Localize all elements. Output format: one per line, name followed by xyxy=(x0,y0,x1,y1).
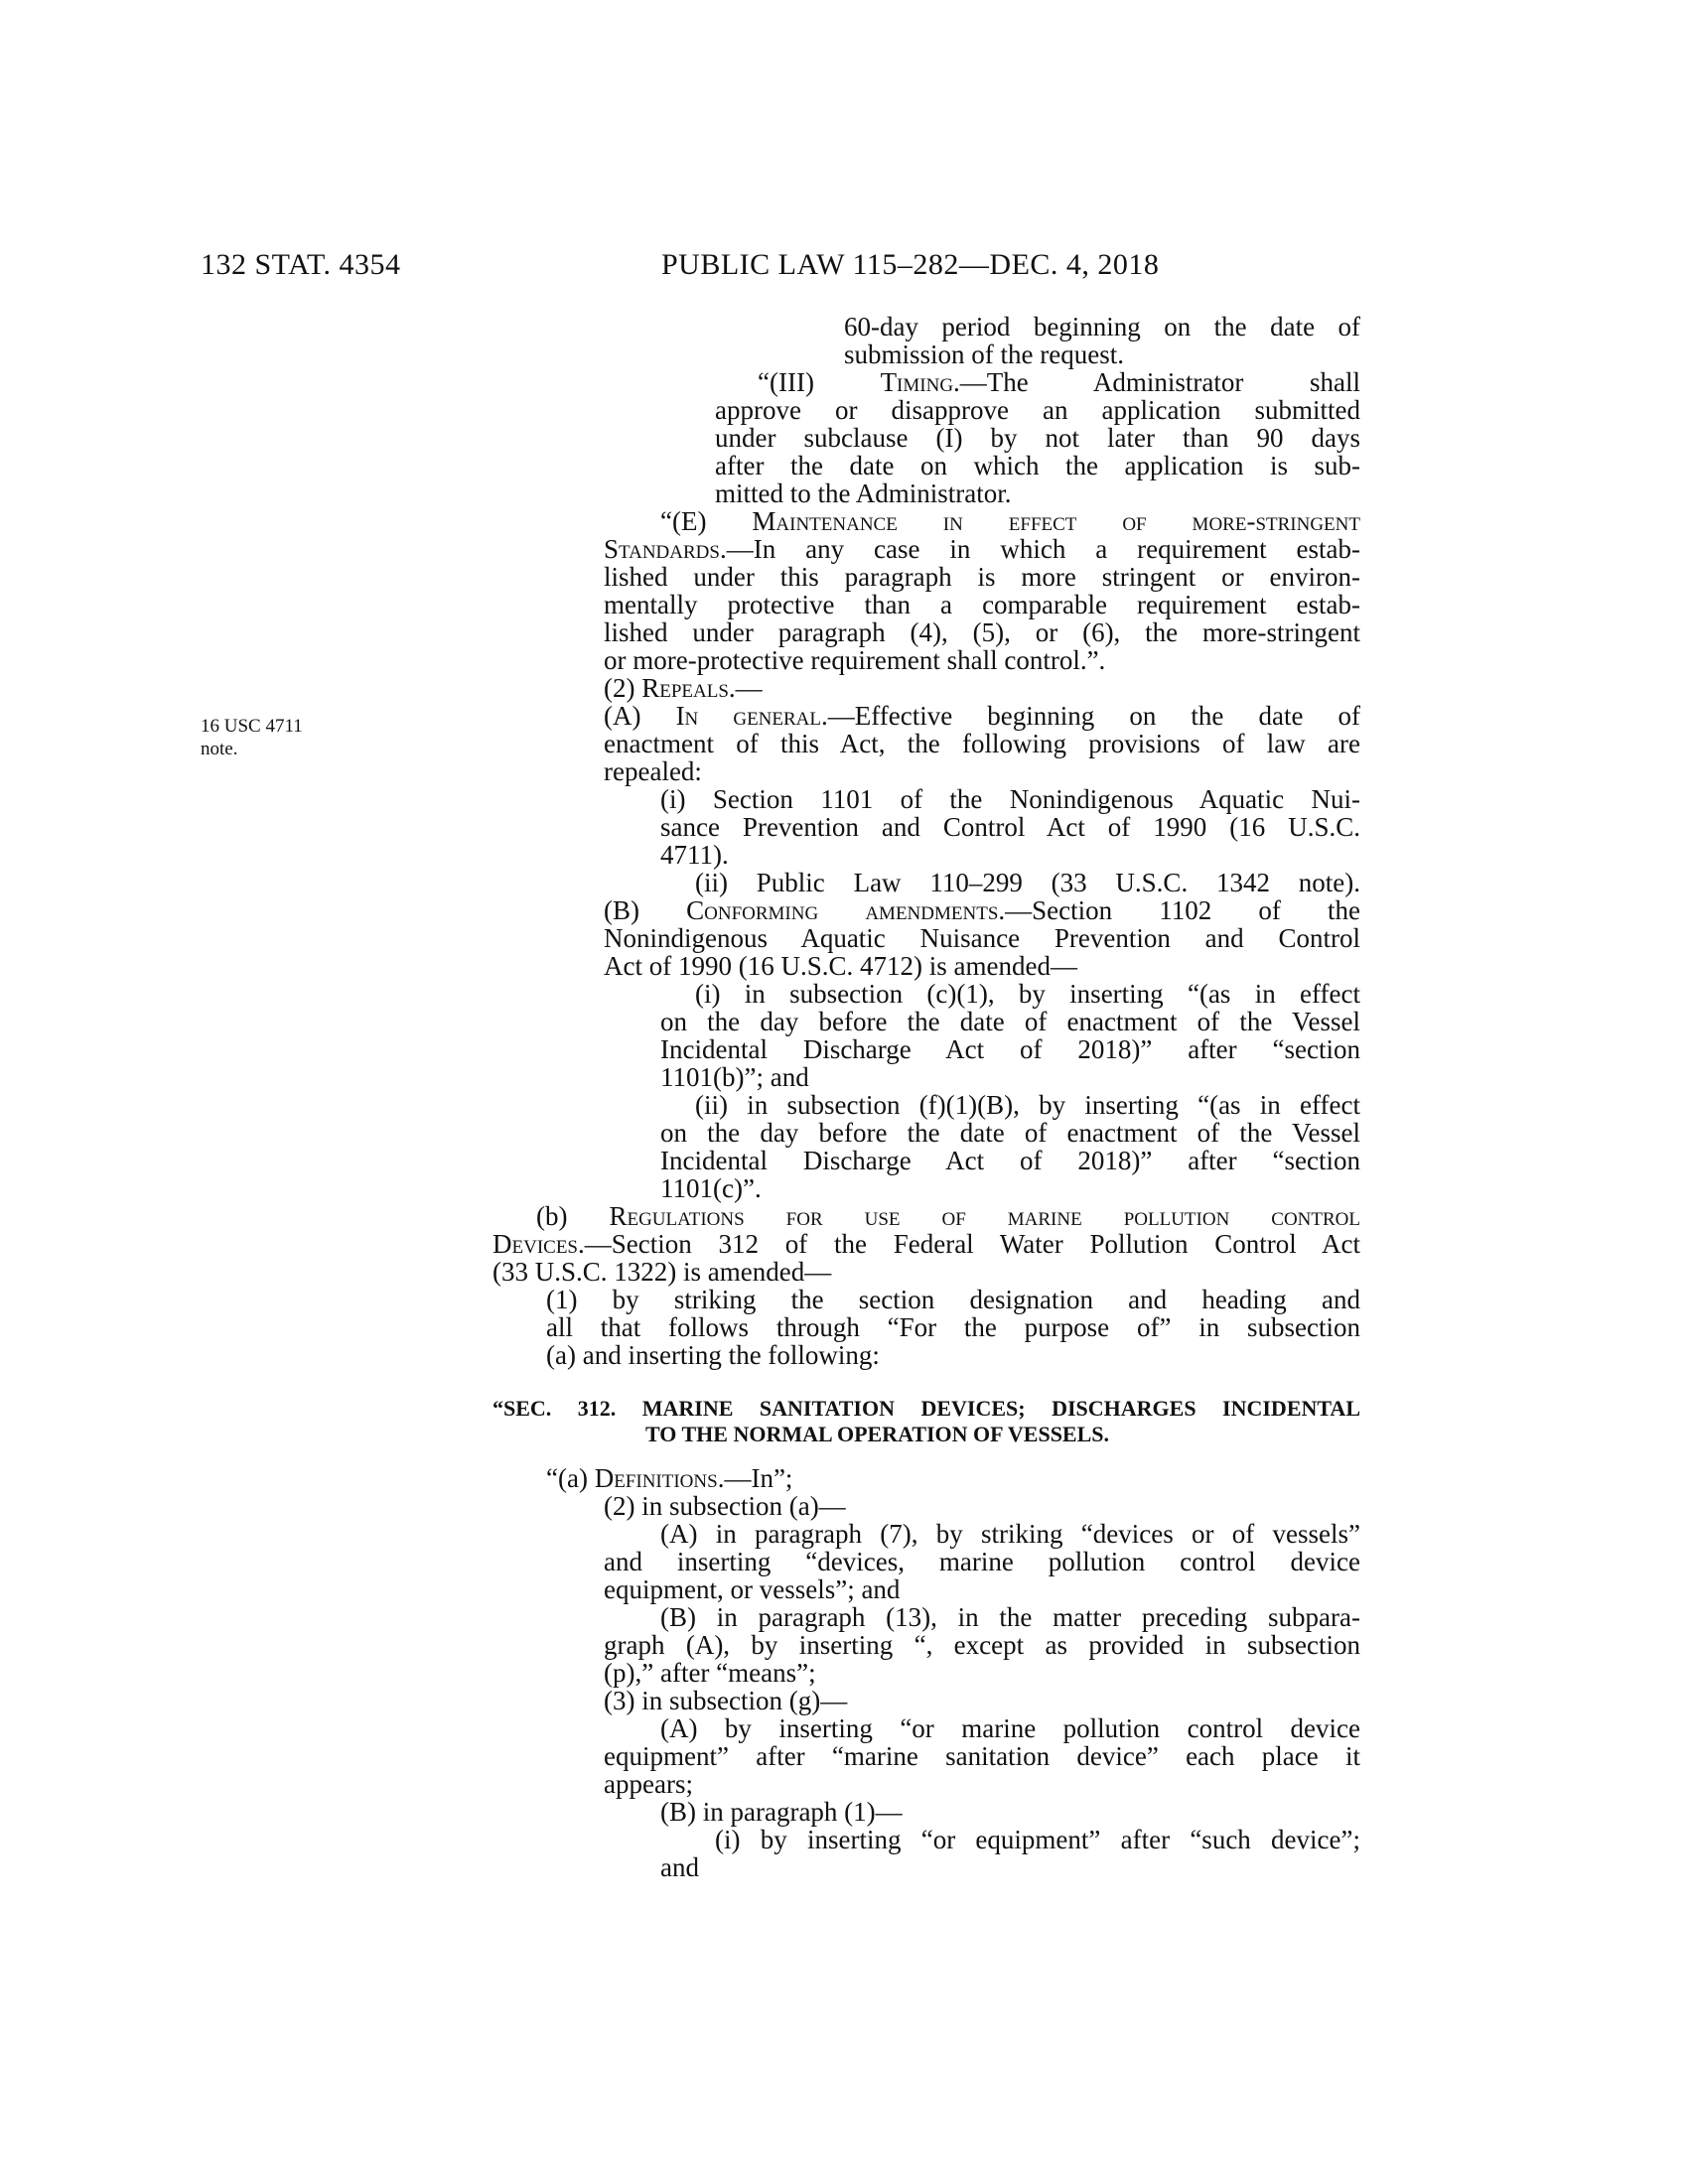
small-caps-heading: Standards xyxy=(604,534,720,564)
text-line: lished under paragraph (4), (5), or (6), the more-stringent xyxy=(604,617,1360,647)
text-line: (a) and inserting the following: xyxy=(546,1340,880,1370)
text-line: sance Prevention and Control Act of 1990 (16 U.S.C. xyxy=(660,812,1360,842)
small-caps-heading: Definitions xyxy=(594,1463,718,1493)
text-line: (B) in paragraph (13), in the matter preceding subpara- xyxy=(660,1602,1360,1632)
text-line: (B) in paragraph (1)— xyxy=(660,1797,903,1827)
text-line: appears; xyxy=(604,1769,693,1799)
text-line: (3) in subsection (g)— xyxy=(604,1686,848,1715)
text-line: (2) Repeals.— xyxy=(604,673,763,703)
text-line: Incidental Discharge Act of 2018)” after “section xyxy=(660,1034,1360,1064)
text-line: 1101(c)”. xyxy=(660,1173,762,1203)
text-line: repealed: xyxy=(604,756,702,786)
margin-note-citation: 16 USC 4711 xyxy=(201,716,303,737)
small-caps-heading: Devices xyxy=(492,1229,578,1259)
text-line: (A) by inserting “or marine pollution control device xyxy=(660,1713,1360,1743)
small-caps-heading: Maintenance in effect of more-stringent xyxy=(752,506,1360,536)
margin-note xyxy=(201,715,303,760)
small-caps-heading: Timing xyxy=(880,367,954,397)
text-line: or more-protective requirement shall control.”. xyxy=(604,645,1106,675)
text-line: and inserting “devices, marine pollution control device xyxy=(604,1547,1360,1576)
text-line: Devices.—Section 312 of the Federal Water Pollution Control Act xyxy=(492,1229,1360,1259)
text-line: “(III) Timing.—The Administrator shall xyxy=(758,367,1360,397)
text-line: Act of 1990 (16 U.S.C. 4712) is amended— xyxy=(604,951,1077,981)
text-line: (2) in subsection (a)— xyxy=(604,1491,846,1521)
text-line: equipment” after “marine sanitation device” each place it xyxy=(604,1741,1360,1771)
text-line: on the day before the date of enactment of the Vessel xyxy=(660,1007,1360,1036)
section-heading-line: TO THE NORMAL OPERATION OF VESSELS. xyxy=(645,1422,1110,1446)
small-caps-heading: Regulations for use of marine pollution control xyxy=(609,1201,1360,1231)
text-line: mitted to the Administrator. xyxy=(715,478,1012,508)
page-title: PUBLIC LAW 115–282—DEC. 4, 2018 xyxy=(661,248,1160,281)
small-caps-heading: In general xyxy=(675,701,822,731)
text-line: (i) Section 1101 of the Nonindigenous Aquatic Nui- xyxy=(660,784,1360,814)
text-line: “(E) Maintenance in effect of more-stringent xyxy=(660,506,1360,536)
small-caps-heading: Repeals xyxy=(641,673,729,703)
text-line: “(a) Definitions.—In”; xyxy=(546,1463,793,1493)
text-line: equipment, or vessels”; and xyxy=(604,1574,901,1604)
text-line: (B) Conforming amendments.—Section 1102 of the xyxy=(604,895,1360,925)
text-line: Nonindigenous Aquatic Nuisance Prevention and Control xyxy=(604,923,1360,953)
small-caps-heading: Conforming amendments xyxy=(686,895,999,925)
margin-note-label: note. xyxy=(201,739,238,759)
text-line: enactment of this Act, the following provisions of law are xyxy=(604,729,1360,758)
section-heading-line: “SEC. 312. MARINE SANITATION DEVICES; DISCHARGES INCIDENTAL xyxy=(492,1396,1360,1421)
text-line: after the date on which the application is sub- xyxy=(715,451,1360,480)
text-line: 4711). xyxy=(660,840,729,870)
text-line: (ii) in subsection (f)(1)(B), by inserting “(as in effect xyxy=(695,1090,1360,1120)
text-line: (b) Regulations for use of marine pollution control xyxy=(536,1201,1360,1231)
text-line: and xyxy=(660,1852,699,1882)
text-line: Incidental Discharge Act of 2018)” after “section xyxy=(660,1146,1360,1175)
text-line: Standards.—In any case in which a requirement estab- xyxy=(604,534,1360,564)
text-line: submission of the request. xyxy=(844,340,1124,369)
text-line: mentally protective than a comparable requirement estab- xyxy=(604,590,1360,619)
text-line: on the day before the date of enactment of the Vessel xyxy=(660,1118,1360,1148)
text-line: approve or disapprove an application submitted xyxy=(715,395,1360,425)
text-line: (ii) Public Law 110–299 (33 U.S.C. 1342 note). xyxy=(695,868,1360,897)
text-line: 1101(b)”; and xyxy=(660,1062,809,1092)
text-line: under subclause (I) by not later than 90 days xyxy=(715,423,1360,453)
statute-page-number: 132 STAT. 4354 xyxy=(201,248,401,281)
text-line: (A) in paragraph (7), by striking “devices or of vessels” xyxy=(660,1519,1360,1549)
text-line: lished under this paragraph is more stringent or environ- xyxy=(604,562,1360,592)
text-line: (A) In general.—Effective beginning on the date of xyxy=(604,701,1361,731)
text-line: all that follows through “For the purpose of” in subsection xyxy=(546,1312,1360,1342)
text-line: 60-day period beginning on the date of xyxy=(844,312,1360,341)
text-line: (33 U.S.C. 1322) is amended— xyxy=(492,1257,832,1287)
text-line: (1) by striking the section designation and heading and xyxy=(546,1285,1360,1314)
text-line: (i) in subsection (c)(1), by inserting “(as in effect xyxy=(695,979,1360,1009)
text-line: graph (A), by inserting “, except as provided in subsection xyxy=(604,1630,1360,1660)
text-line: (p),” after “means”; xyxy=(604,1658,816,1688)
text-line: (i) by inserting “or equipment” after “such device”; xyxy=(715,1825,1360,1854)
